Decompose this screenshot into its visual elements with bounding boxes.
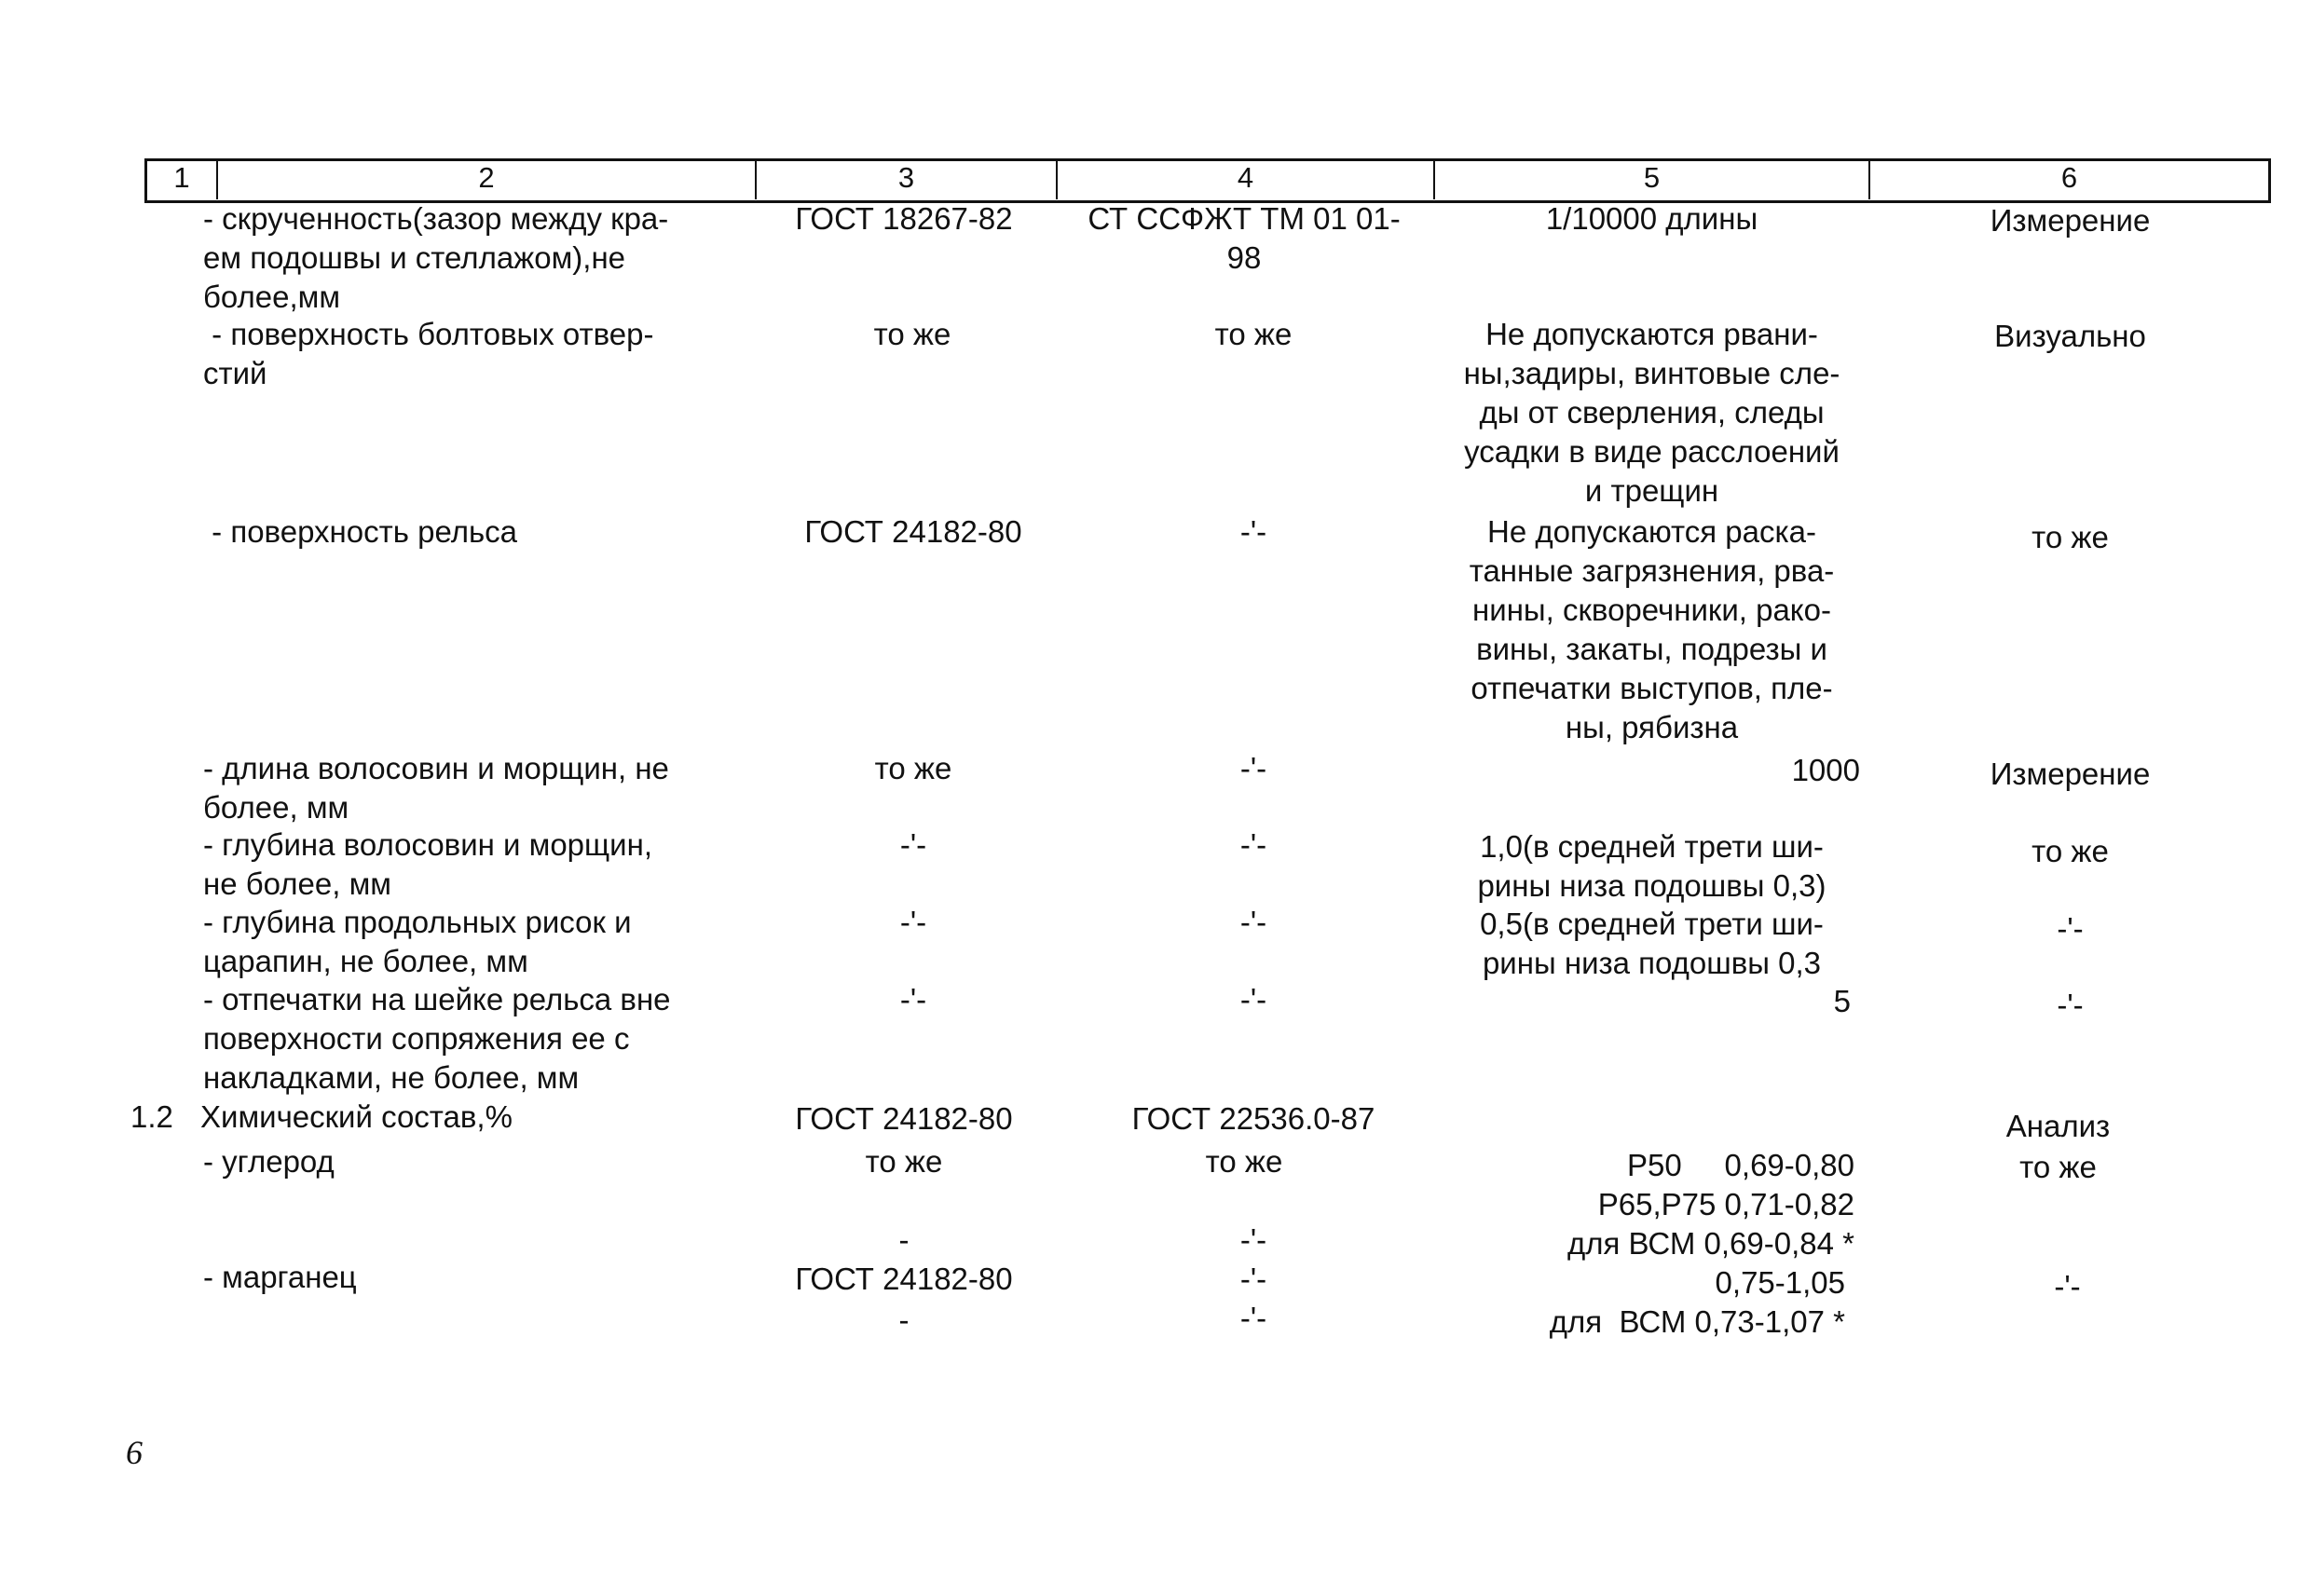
row-control-method: Визуально <box>1994 319 2146 353</box>
row-requirement: 1/10000 длины <box>1545 201 1758 236</box>
row-control-method: то же <box>2032 520 2109 554</box>
row-norm-doc: -'- <box>1239 514 1267 549</box>
row-test-method: то же <box>873 317 951 351</box>
carbon-value: для ВСМ 0,69-0,84 * <box>1566 1226 1854 1261</box>
row-param: - глубина волосовин и морщин, не более, мм <box>203 827 652 901</box>
row-param: - глубина продольных рисок и царапин, не более, мм <box>203 905 632 978</box>
header-col-4: 4 <box>1237 161 1254 194</box>
manganese-value: для ВСМ 0,73-1,07 * <box>1549 1304 1845 1339</box>
row-norm-doc: СТ ССФЖТ ТМ 01 01- 98 <box>1088 201 1401 275</box>
section-control-method: Анализ <box>2005 1109 2111 1143</box>
row-test-method: -'- <box>899 982 927 1016</box>
row-test-method: то же <box>874 751 952 785</box>
row-test-method: ГОСТ 18267-82 <box>795 201 1013 236</box>
row-requirement: Не допускаются раска- танные загрязнения, рва- нины, скворечники, рако- вины, закаты, подрезы и отпечатки выступов, пле- ны, рябизна <box>1469 514 1835 744</box>
page-number: 6 <box>126 1434 143 1471</box>
section-test-method: ГОСТ 24182-80 <box>795 1101 1013 1136</box>
header-col-3: 3 <box>897 161 915 194</box>
carbon-ditto: -'- <box>1239 1222 1267 1257</box>
carbon-control-method: то же <box>2019 1150 2097 1184</box>
row-norm-doc: -'- <box>1239 905 1267 939</box>
manganese-label: - марганец <box>203 1260 357 1294</box>
carbon-dash: - <box>898 1222 910 1257</box>
row-param: - отпечатки на шейке рельса вне поверхности сопряжения ее с накладками, не более, мм <box>203 982 671 1095</box>
row-requirement: 0,5(в средней трети ши- рины низа подошвы 0,3 <box>1480 907 1824 980</box>
carbon-value: Р50 0,69-0,80 <box>1626 1148 1854 1182</box>
manganese-ditto: -'- <box>1239 1262 1267 1296</box>
header-col-6: 6 <box>2060 161 2078 194</box>
manganese-control-method: -'- <box>2054 1269 2081 1303</box>
row-requirement: Не допускаются рвани- ны,задиры, винтовые сле- ды от сверления, следы усадки в виде расслоений и трещин <box>1463 317 1840 508</box>
row-norm-doc: -'- <box>1239 982 1267 1016</box>
carbon-label: - углерод <box>203 1144 335 1179</box>
row-param: - скрученность(зазор между кра- ем подошвы и стеллажом),не более,мм <box>203 201 669 314</box>
row-param: - поверхность рельса <box>203 514 518 549</box>
row-requirement: 1000 <box>1791 753 1860 787</box>
row-control-method: то же <box>2032 834 2109 868</box>
table-border-right <box>2268 158 2271 201</box>
row-norm-doc: то же <box>1214 317 1293 351</box>
row-requirement: 1,0(в средней трети ши- рины низа подошвы 0,3) <box>1477 829 1826 903</box>
section-norm-doc: ГОСТ 22536.0-87 <box>1131 1101 1375 1136</box>
row-norm-doc: -'- <box>1239 827 1267 862</box>
row-control-method: Измерение <box>1990 203 2151 238</box>
section-title: Химический состав,% <box>200 1099 513 1134</box>
carbon-norm-doc: то же <box>1205 1144 1283 1179</box>
section-number: 1.2 <box>130 1099 173 1134</box>
manganese-value: 0,75-1,05 <box>1715 1265 1845 1300</box>
manganese-test-method: ГОСТ 24182-80 <box>795 1262 1013 1296</box>
row-param: - длина волосовин и морщин, не более, мм <box>203 751 669 825</box>
row-requirement: 5 <box>1833 984 1851 1018</box>
row-control-method: -'- <box>2057 911 2084 946</box>
manganese-dash: - <box>898 1303 910 1337</box>
row-control-method: -'- <box>2057 988 2084 1022</box>
row-norm-doc: -'- <box>1239 751 1267 785</box>
row-control-method: Измерение <box>1990 757 2151 791</box>
header-col-2: 2 <box>478 161 495 194</box>
manganese-ditto: -'- <box>1239 1301 1267 1335</box>
row-test-method: ГОСТ 24182-80 <box>804 514 1022 549</box>
carbon-value: Р65,Р75 0,71-0,82 <box>1597 1187 1854 1221</box>
carbon-test-method: то же <box>865 1144 943 1179</box>
header-col-1: 1 <box>173 161 190 194</box>
header-col-5: 5 <box>1643 161 1661 194</box>
row-test-method: -'- <box>899 827 927 862</box>
row-param: - поверхность болтовых отвер- стий <box>203 317 654 390</box>
row-test-method: -'- <box>899 905 927 939</box>
